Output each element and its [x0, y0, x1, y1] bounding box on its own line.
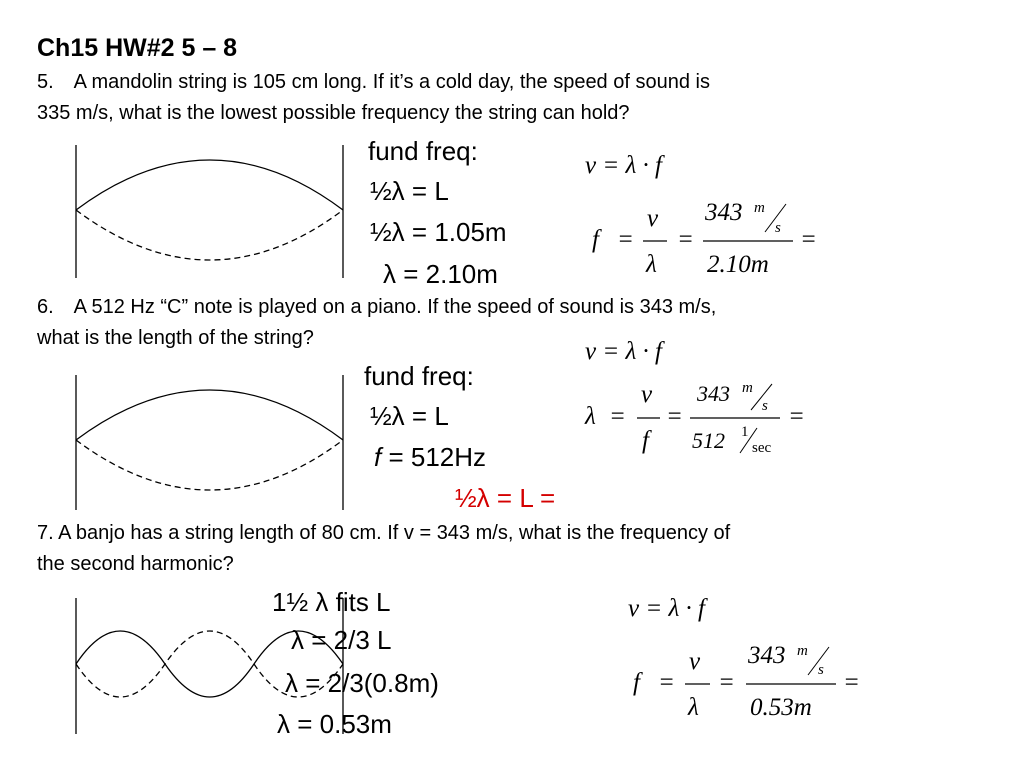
problem-5-string-diagram [76, 145, 343, 278]
problem-6-wave-equation: v = λ · f [585, 338, 662, 365]
problem-6-eq-sign-2: = [666, 403, 683, 430]
problem-7-work-1: 1½ λ fits L [272, 587, 391, 617]
p6-unit-slash [751, 384, 772, 410]
problem-5-wave-equation: v = λ · f [585, 152, 662, 179]
problem-6-eq-num-1: v [641, 381, 653, 408]
problem-5-eq-num-2: 343 [705, 199, 743, 226]
problem-6-eq-den-1: f [642, 427, 649, 454]
problem-7-eq-num-1: v [689, 648, 701, 675]
problem-6-eq-den-2: 512 [692, 428, 725, 453]
problem-5-eq-den-2: 2.10m [707, 251, 769, 278]
problem-6-eq-sign-1: = [609, 403, 626, 430]
p7-unit-slash [808, 647, 829, 675]
p6-unit2-slash [740, 428, 757, 453]
problem-6-line-1: 6. A 512 Hz “C” note is played on a piano. If the speed of sound is 343 m/s, [37, 296, 717, 318]
p5-unit-slash [765, 204, 786, 232]
problem-7-eq-den-2: 0.53m [750, 694, 812, 721]
problem-7-line-2: the second harmonic? [37, 553, 234, 575]
p6-wave-dashed [76, 440, 343, 490]
page-title: Ch15 HW#2 5 – 8 [37, 34, 238, 62]
p7-wave-solid [76, 631, 343, 697]
problem-5-eq-tail: = [800, 226, 817, 253]
problem-7-eq-sign-1: = [658, 669, 675, 696]
problem-5-eq-sign-2: = [677, 226, 694, 253]
problem-7-eq-tail: = [843, 669, 860, 696]
problem-5-eq-lhs: f [592, 226, 599, 253]
problem-7-eq-num-2: 343 [748, 642, 786, 669]
problem-7-eq-den-1: λ [688, 694, 699, 721]
problem-5-work-2: ½λ = L [370, 176, 449, 206]
problem-7-string-diagram [76, 598, 343, 734]
problem-7-line-1: 7. A banjo has a string length of 80 cm. If v = 343 m/s, what is the frequency of [37, 522, 731, 544]
p7-wave-dashed [76, 631, 343, 697]
problem-5-work-4: λ = 2.10m [383, 259, 498, 289]
problem-5-unit-num: m [754, 200, 765, 216]
problem-5-line-1: 5. A mandolin string is 105 cm long. If it’s a cold day, the speed of sound is [37, 71, 710, 93]
problem-6-unit-num: m [742, 380, 753, 396]
problem-6-eq-num-2: 343 [697, 381, 730, 406]
problem-6-eq-lhs: λ [585, 403, 596, 430]
problem-6-eq-tail: = [788, 403, 805, 430]
problem-6-work-2: ½λ = L [370, 401, 449, 431]
problem-6-unit-den: s [762, 398, 768, 414]
problem-6-work-1: fund freq: [364, 361, 474, 391]
problem-6-answer: ½λ = L = [455, 483, 556, 513]
problem-7-work-4: λ = 0.53m [277, 709, 392, 739]
problem-5-eq-den-1: λ [646, 251, 657, 278]
problem-6-work-f: f [374, 442, 382, 472]
problem-5-unit-den: s [775, 220, 781, 236]
problem-6-work-3-text: = 512Hz [388, 442, 487, 472]
problem-6-line-2: what is the length of the string? [37, 327, 314, 349]
p6-wave-solid [76, 390, 343, 440]
problem-7-wave-equation: v = λ · f [628, 595, 705, 622]
problem-5-work-3: ½λ = 1.05m [370, 217, 507, 247]
p5-wave-dashed [76, 210, 343, 260]
problem-6-unit2-den: sec [752, 440, 772, 456]
problem-7-unit-den: s [818, 662, 824, 678]
problem-7-eq-sign-2: = [718, 669, 735, 696]
problem-5-work-1: fund freq: [368, 136, 478, 166]
problem-7-unit-num: m [797, 643, 808, 659]
problem-6-string-diagram [76, 375, 343, 510]
p5-wave-solid [76, 160, 343, 210]
problem-7-work-3: λ = 2/3(0.8m) [285, 668, 439, 698]
problem-5-eq-sign-1: = [617, 226, 634, 253]
problem-5-eq-num-1: v [647, 205, 659, 232]
problem-5-line-2: 335 m/s, what is the lowest possible frequency the string can hold? [37, 102, 630, 124]
problem-7-work-2: λ = 2/3 L [291, 625, 392, 655]
problem-7-eq-lhs: f [633, 669, 640, 696]
problem-6-unit2-num: 1 [741, 424, 749, 440]
